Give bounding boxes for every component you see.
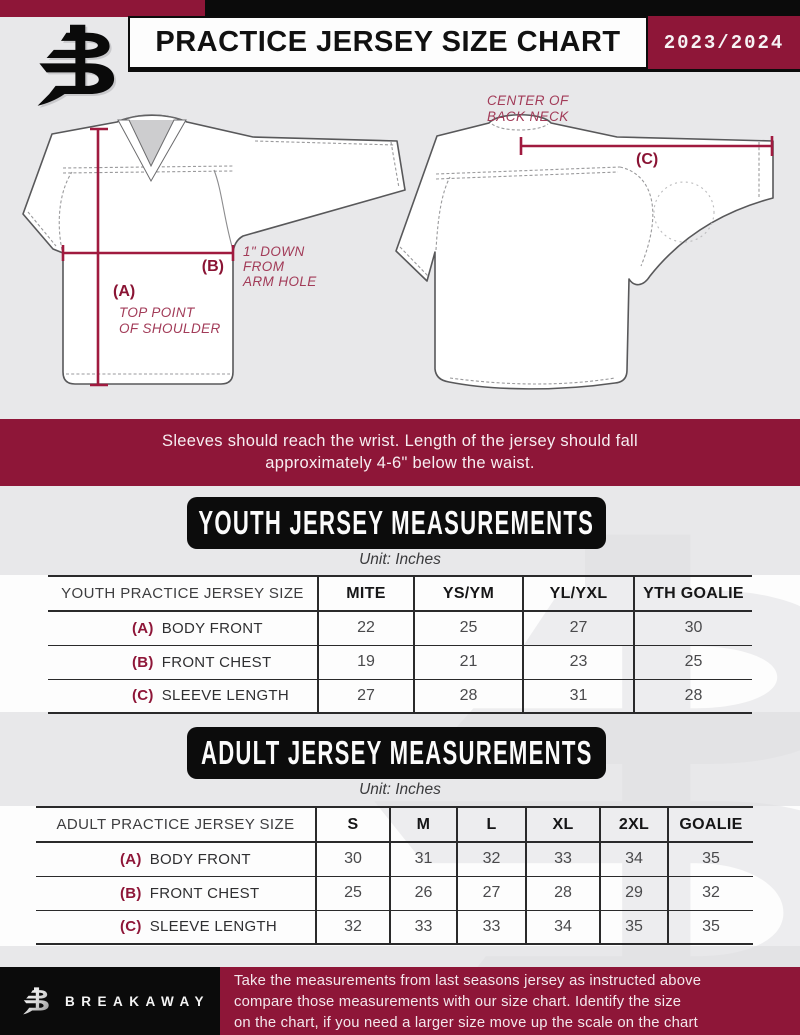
footer-note-line2: compare those measurements with our size chart. Identify the size (234, 994, 682, 1010)
value-cell: 35 (600, 910, 668, 944)
youth-section-banner (187, 497, 606, 549)
value-cell: 27 (457, 876, 526, 910)
measure-c-note-line1: CENTER OF (487, 93, 569, 108)
row-label: BODY FRONT (161, 619, 263, 637)
title-bar (128, 16, 648, 69)
footer-note-line1: Take the measurements from last seasons jersey as instructed above (234, 973, 702, 989)
front-jersey-outline (23, 115, 405, 384)
value-cell: 19 (318, 645, 414, 679)
row-label-cell (36, 876, 316, 910)
adult-banner-title: ADULT JERSEY MEASUREMENTS (200, 734, 593, 771)
value-cell: 31 (390, 842, 457, 876)
season-badge (648, 16, 800, 69)
value-cell: 32 (316, 910, 390, 944)
notice-line2: approximately 4-6" below the waist. (265, 454, 535, 472)
adult-unit-label: Unit: Inches (359, 781, 441, 798)
value-cell: 34 (526, 910, 600, 944)
youth-col-header: YOUTH PRACTICE JERSEY SIZE (48, 576, 318, 611)
value-cell: 27 (523, 611, 634, 645)
footer-note (220, 967, 800, 1035)
row-letter: (A) (132, 619, 154, 637)
notice-banner (0, 419, 800, 486)
adult-size-table (36, 806, 753, 945)
row-letter: (C) (120, 918, 142, 936)
value-cell: 33 (526, 842, 600, 876)
measure-a-label: (A) (113, 283, 136, 300)
back-jersey-outline (396, 115, 773, 389)
adult-section-banner (187, 727, 606, 779)
value-cell: 32 (668, 876, 753, 910)
value-cell: 28 (526, 876, 600, 910)
measure-a-note-line1: TOP POINT (119, 305, 195, 320)
row-letter: (B) (132, 653, 154, 671)
value-cell: 27 (318, 679, 414, 713)
value-cell: 35 (668, 842, 753, 876)
row-label: FRONT CHEST (149, 884, 260, 902)
value-cell: 33 (390, 910, 457, 944)
value-cell: 28 (634, 679, 752, 713)
page-title: PRACTICE JERSEY SIZE CHART (155, 26, 621, 58)
youth-col-header: YL/YXL (523, 576, 634, 611)
adult-col-header: L (457, 807, 526, 842)
row-label-cell (48, 611, 318, 645)
value-cell: 28 (414, 679, 523, 713)
value-cell: 33 (457, 910, 526, 944)
brand-wordmark: BREAKAWAY (65, 993, 211, 1009)
adult-col-header: XL (526, 807, 600, 842)
jersey-measurement-diagram (0, 88, 800, 419)
measure-b-note-line1: 1" DOWN (243, 244, 305, 259)
row-letter: (B) (120, 884, 142, 902)
table-row (36, 876, 753, 910)
measure-b-note-line2: FROM (243, 259, 285, 274)
value-cell: 22 (318, 611, 414, 645)
table-row (48, 611, 752, 645)
adult-col-header: GOALIE (668, 807, 753, 842)
row-label: SLEEVE LENGTH (149, 918, 278, 936)
row-label-cell (36, 910, 316, 944)
table-row (48, 679, 752, 713)
measure-b-note-line3: ARM HOLE (243, 274, 317, 289)
youth-size-table (48, 575, 752, 714)
breakaway-logo-icon (22, 985, 52, 1018)
youth-col-header: MITE (318, 576, 414, 611)
value-cell: 25 (316, 876, 390, 910)
notice-line1: Sleeves should reach the wrist. Length of the jersey should fall (162, 432, 638, 450)
value-cell: 30 (634, 611, 752, 645)
adult-col-header: M (390, 807, 457, 842)
value-cell: 30 (316, 842, 390, 876)
adult-col-header: S (316, 807, 390, 842)
value-cell: 26 (390, 876, 457, 910)
top-strip-maroon (0, 0, 205, 17)
youth-col-header: YTH GOALIE (634, 576, 752, 611)
measure-c-note-line2: BACK NECK (487, 109, 569, 124)
adult-col-header: 2XL (600, 807, 668, 842)
footer-brand-block (0, 967, 220, 1035)
row-letter: (A) (120, 850, 142, 868)
value-cell: 23 (523, 645, 634, 679)
value-cell: 21 (414, 645, 523, 679)
table-row (36, 910, 753, 944)
value-cell: 29 (600, 876, 668, 910)
row-letter: (C) (132, 687, 154, 705)
youth-col-header: YS/YM (414, 576, 523, 611)
row-label: FRONT CHEST (161, 653, 272, 671)
adult-header-row (36, 807, 753, 842)
adult-col-header: ADULT PRACTICE JERSEY SIZE (36, 807, 316, 842)
value-cell: 25 (634, 645, 752, 679)
footer-note-line3: on the chart, if you need a larger size move up the scale on the chart (234, 1015, 698, 1031)
youth-header-row (48, 576, 752, 611)
table-row (48, 645, 752, 679)
youth-banner-title: YOUTH JERSEY MEASUREMENTS (198, 504, 595, 541)
value-cell: 35 (668, 910, 753, 944)
footer (0, 967, 800, 1035)
row-label: BODY FRONT (149, 850, 251, 868)
table-row (36, 842, 753, 876)
season-label: 2023/2024 (663, 31, 785, 54)
measure-c-label: (C) (636, 151, 659, 168)
value-cell: 25 (414, 611, 523, 645)
row-label-cell (48, 645, 318, 679)
value-cell: 32 (457, 842, 526, 876)
top-strip-black (205, 0, 800, 17)
measure-a-note-line2: OF SHOULDER (119, 321, 221, 336)
measure-b-label: (B) (201, 258, 224, 275)
value-cell: 31 (523, 679, 634, 713)
row-label-cell (36, 842, 316, 876)
value-cell: 34 (600, 842, 668, 876)
row-label: SLEEVE LENGTH (161, 687, 290, 705)
youth-unit-label: Unit: Inches (359, 551, 441, 568)
row-label-cell (48, 679, 318, 713)
